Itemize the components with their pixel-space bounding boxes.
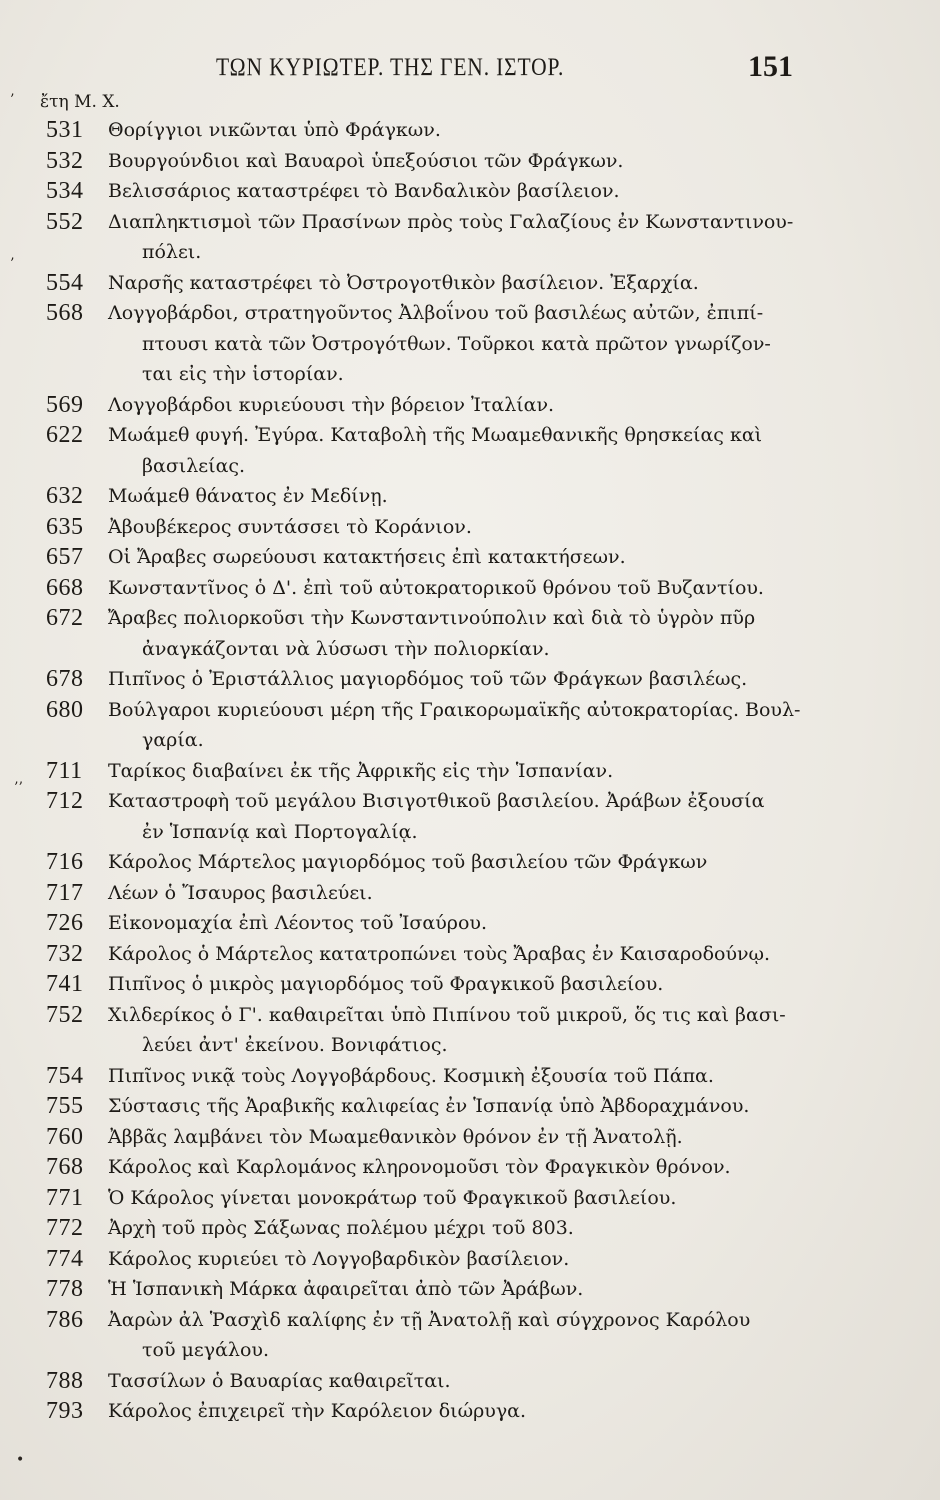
margin-mark: ’: [10, 256, 15, 272]
chronology-entry: [0, 115, 940, 146]
entry-year: 552: [46, 208, 84, 235]
entry-text: Ὁ Κάρολος γίνεται μονοκράτωρ τοῦ Φραγκικοῦ βασιλείου.: [108, 1186, 677, 1209]
entry-year: 554: [46, 269, 84, 296]
entry-text: Βούλγαροι κυριεύουσι μέρη τῆς Γραικορωμαϊκῆς αὐτοκρατορίας. Βουλ-: [108, 698, 801, 721]
chronology-entry: [0, 207, 940, 268]
running-title: ΤΩΝ ΚΥΡΙΩΤΕΡ. ΤΗΣ ΓΕΝ. ΙΣΤΟΡ.: [216, 54, 565, 81]
chronology-entry: [0, 390, 940, 421]
chronology-entry: [0, 1244, 940, 1275]
chronology-entry: [0, 298, 940, 390]
entry-year: 716: [46, 849, 84, 875]
chronology-entry: [0, 756, 940, 787]
chronology-entry: [0, 573, 940, 604]
margin-mark: •: [16, 1452, 25, 1468]
entry-continuation: τοῦ μεγάλου.: [142, 1339, 269, 1361]
chronology-entry: [0, 908, 940, 939]
entry-year: 771: [46, 1184, 84, 1211]
entry-year: 760: [46, 1123, 84, 1150]
entry-year: 755: [46, 1093, 84, 1119]
entry-year: 788: [46, 1367, 84, 1394]
entry-continuation: πόλει.: [142, 241, 202, 263]
chronology-entry: [0, 1396, 940, 1427]
entry-text: Χιλδερίκος ὁ Γ'. καθαιρεῖται ὑπὸ Πιπίνου τοῦ μικροῦ, ὅς τις καὶ βασι-: [108, 1003, 786, 1026]
entry-text: Πιπῖνος ὁ μικρὸς μαγιορδόμος τοῦ Φραγκικοῦ βασιλείου.: [108, 973, 664, 995]
chronology-entry: [0, 1122, 940, 1153]
chronology-list: [0, 115, 940, 1427]
chronology-entry: [0, 420, 940, 481]
entry-year: 534: [46, 178, 84, 204]
entry-year: 672: [46, 605, 84, 631]
entry-text: Τασσίλων ὁ Βαυαρίας καθαιρεῖται.: [108, 1369, 451, 1392]
entry-text: Κάρολος Μάρτελος μαγιορδόμος τοῦ βασιλείου τῶν Φράγκων: [108, 851, 708, 873]
entry-year: 717: [46, 879, 84, 906]
entry-year: 726: [46, 910, 84, 936]
entry-continuation: πτουσι κατὰ τῶν Ὀστρογότθων. Τοῦρκοι κατὰ πρῶτον γνωρίζον-: [142, 332, 771, 355]
entry-text: Λέων ὁ Ἴσαυρος βασιλεύει.: [108, 881, 373, 904]
chronology-entry: [0, 664, 940, 695]
chronology-entry: [0, 1061, 940, 1092]
chronology-entry: [0, 176, 940, 207]
entry-year: 680: [46, 696, 84, 723]
entry-text: Διαπληκτισμοὶ τῶν Πρασίνων πρὸς τοὺς Γαλαζίους ἐν Κωνσταντινου-: [108, 210, 794, 233]
entry-year: 741: [46, 971, 84, 997]
entry-year: 622: [46, 422, 84, 448]
entry-year: 752: [46, 1001, 84, 1028]
chronology-entry: [0, 969, 940, 1000]
entry-text: Λογγοβάρδοι κυριεύουσι τὴν βόρειον Ἰταλίαν.: [108, 393, 555, 416]
entry-text: Λογγοβάρδοι, στρατηγοῦντος Ἀλβοΐνου τοῦ βασιλέως αὐτῶν, ἐπιπί-: [108, 302, 764, 324]
entry-text: Ἀρχὴ τοῦ πρὸς Σάξωνας πολέμου μέχρι τοῦ 803.: [108, 1217, 574, 1239]
margin-mark: ’: [10, 92, 15, 108]
entry-text: Κωνσταντῖνος ὁ Δ'. ἐπὶ τοῦ αὐτοκρατορικοῦ θρόνου τοῦ Βυζαντίου.: [108, 576, 764, 599]
entry-text: Θορίγγιοι νικῶνται ὑπὸ Φράγκων.: [108, 119, 441, 141]
entry-year: 754: [46, 1062, 84, 1089]
entry-continuation: ἐν Ἱσπανίᾳ καὶ Πορτογαλίᾳ.: [142, 820, 418, 843]
entry-text: Βουργούνδιοι καὶ Βαυαροὶ ὑπεξούσιοι τῶν Φράγκων.: [108, 149, 624, 172]
entry-text: Ταρίκος διαβαίνει ἐκ τῆς Ἀφρικῆς εἰς τὴν Ἱσπανίαν.: [108, 759, 614, 782]
entry-year: 793: [46, 1398, 84, 1424]
entry-year: 711: [46, 757, 83, 784]
entry-text: Πιπῖνος ὁ Ἐριστάλλιος μαγιορδόμος τοῦ τῶν Φράγκων βασιλέως.: [108, 668, 748, 690]
entry-continuation: γαρία.: [142, 729, 204, 751]
chronology-entry: [0, 695, 940, 756]
entry-year: 732: [46, 940, 84, 967]
entry-continuation: ται εἰς τὴν ἱστορίαν.: [142, 363, 344, 385]
entry-year: 772: [46, 1215, 84, 1241]
chronology-entry: [0, 603, 940, 664]
entry-year: 569: [46, 391, 84, 418]
chronology-entry: [0, 481, 940, 512]
entry-year: 668: [46, 574, 84, 601]
entry-year: 531: [46, 117, 84, 143]
chronology-entry: [0, 1366, 940, 1397]
entry-year: 532: [46, 147, 84, 174]
entry-text: Καταστροφὴ τοῦ μεγάλου Βισιγοτθικοῦ βασιλείου. Ἀράβων ἐξουσία: [108, 790, 765, 812]
entry-text: Εἰκονομαχία ἐπὶ Λέοντος τοῦ Ἰσαύρου.: [108, 912, 487, 934]
entry-text: Ἀαρὼν ἀλ Ῥασχὶδ καλίφης ἐν τῇ Ἀνατολῇ καὶ σύγχρονος Καρόλου: [108, 1308, 751, 1331]
entry-text: Ἄραβες πολιορκοῦσι τὴν Κωνσταντινούπολιν καὶ διὰ τὸ ὑγρὸν πῦρ: [108, 607, 756, 629]
entry-year: 635: [46, 513, 84, 540]
entry-year: 568: [46, 300, 84, 326]
entry-text: Βελισσάριος καταστρέφει τὸ Βανδαλικὸν βασίλειον.: [108, 180, 620, 202]
entry-text: Ναρσῆς καταστρέφει τὸ Ὀστρογοτθικὸν βασίλειον. Ἐξαρχία.: [108, 271, 699, 294]
entry-text: Κάρολος ἐπιχειρεῖ τὴν Καρόλειον διώρυγα.: [108, 1400, 527, 1422]
chronology-entry: [0, 939, 940, 970]
entry-text: Ἀββᾶς λαμβάνει τὸν Μωαμεθανικὸν θρόνον ἐν τῇ Ἀνατολῇ.: [108, 1125, 683, 1148]
entry-continuation: βασιλείας.: [142, 454, 246, 477]
chronology-entry: [0, 1152, 940, 1183]
era-label: ἔτη Μ. Χ.: [40, 92, 120, 112]
chronology-entry: [0, 1213, 940, 1244]
entry-text: Μωάμεθ θάνατος ἐν Μεδίνῃ.: [108, 485, 388, 507]
chronology-entry: [0, 512, 940, 543]
page-header: [0, 50, 940, 90]
entry-text: Σύστασις τῆς Ἀραβικῆς καλιφείας ἐν Ἱσπανίᾳ ὑπὸ Ἀβδοραχμάνου.: [108, 1095, 750, 1117]
entry-year: 768: [46, 1154, 84, 1180]
chronology-entry: [0, 1091, 940, 1122]
chronology-entry: [0, 542, 940, 573]
entry-continuation: ἀναγκάζονται νὰ λύσωσι τὴν πολιορκίαν.: [142, 637, 550, 660]
entry-year: 712: [46, 788, 84, 814]
margin-mark: ’’: [14, 780, 23, 796]
entry-text: Ἀβουβέκερος συντάσσει τὸ Κοράνιον.: [108, 515, 472, 538]
chronology-entry: [0, 1183, 940, 1214]
entry-text: Κάρολος κυριεύει τὸ Λογγοβαρδικὸν βασίλειον.: [108, 1247, 570, 1270]
entry-year: 778: [46, 1276, 84, 1302]
entry-year: 632: [46, 483, 84, 509]
chronology-entry: [0, 268, 940, 299]
entry-text: Κάρολος ὁ Μάρτελος κατατροπώνει τοὺς Ἄραβας ἐν Καισαροδούνῳ.: [108, 942, 771, 965]
chronology-entry: [0, 1305, 940, 1366]
entry-text: Ἡ Ἱσπανικὴ Μάρκα ἀφαιρεῖται ἀπὸ τῶν Ἀράβων.: [108, 1278, 584, 1300]
entry-text: Πιπῖνος νικᾷ τοὺς Λογγοβάρδους. Κοσμικὴ ἐξουσία τοῦ Πάπα.: [108, 1064, 714, 1087]
chronology-entry: [0, 878, 940, 909]
entry-year: 657: [46, 544, 84, 570]
entry-year: 678: [46, 666, 84, 692]
chronology-entry: [0, 1000, 940, 1061]
chronology-entry: [0, 1274, 940, 1305]
chronology-entry: [0, 146, 940, 177]
entry-year: 786: [46, 1306, 84, 1333]
entry-text: Μωάμεθ φυγή. Ἐγύρα. Καταβολὴ τῆς Μωαμεθανικῆς θρησκείας καὶ: [108, 424, 763, 446]
page-number: 151: [748, 50, 793, 83]
entry-continuation: λεύει ἀντ' ἐκείνου. Βονιφάτιος.: [142, 1034, 448, 1056]
entry-text: Κάρολος καὶ Καρλομάνος κληρονομοῦσι τὸν Φραγκικὸν θρόνον.: [108, 1156, 731, 1178]
chronology-entry: [0, 786, 940, 847]
entry-year: 774: [46, 1245, 84, 1272]
chronology-entry: [0, 847, 940, 878]
entry-text: Οἱ Ἄραβες σωρεύουσι κατακτήσεις ἐπὶ κατακτήσεων.: [108, 546, 626, 568]
